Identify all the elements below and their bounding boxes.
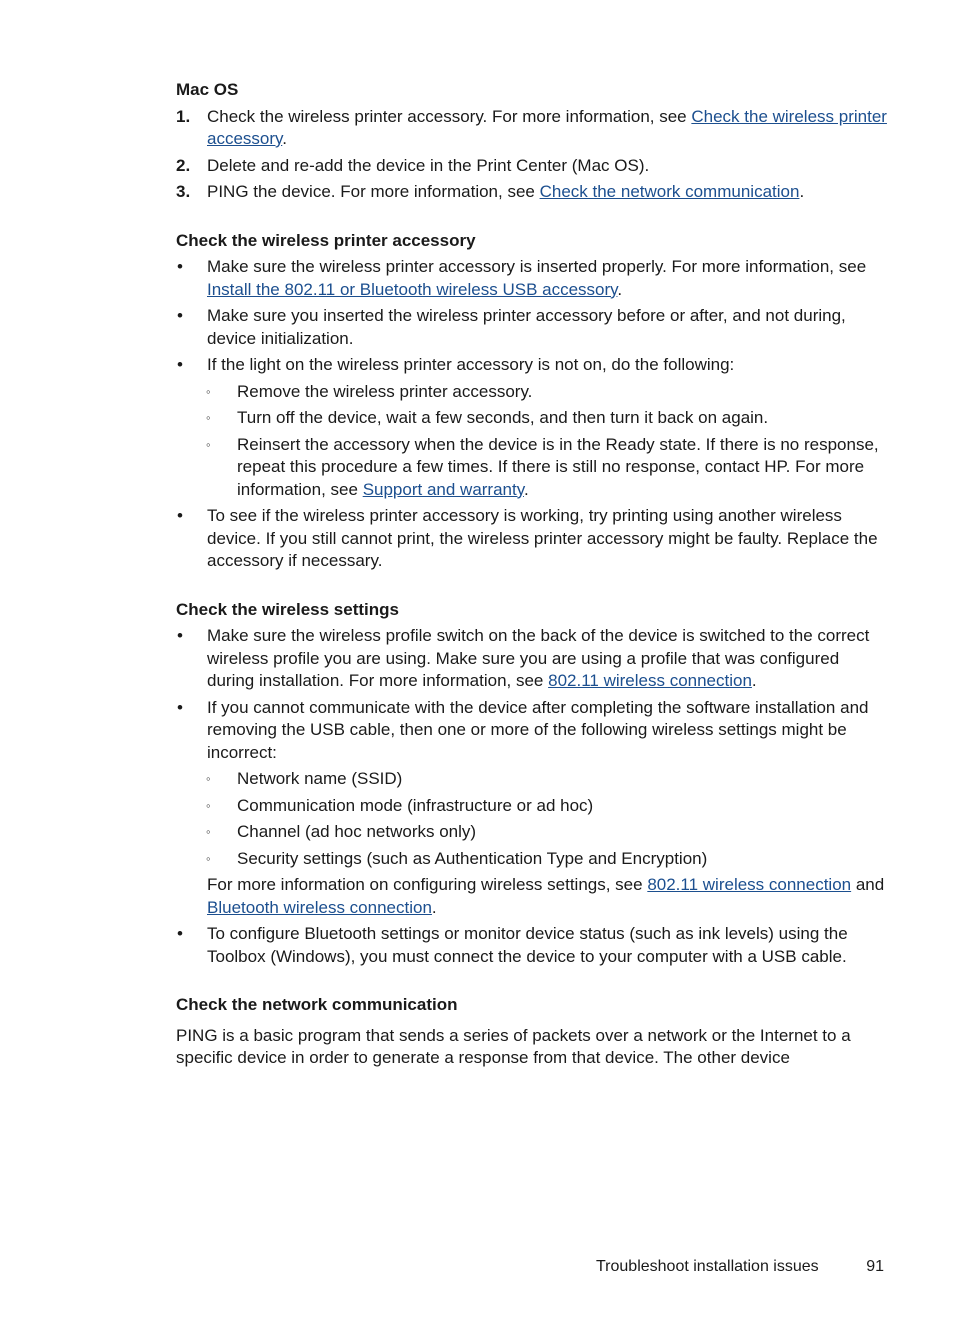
link-80211-connection-2[interactable]: 802.11 wireless connection (647, 875, 852, 894)
step-text: PING the device. For more information, see (207, 182, 540, 201)
sub-bullet-icon: ◦ (206, 410, 211, 425)
heading-network: Check the network communication (176, 995, 458, 1014)
link-bluetooth-connection[interactable]: Bluetooth wireless connection (207, 897, 432, 917)
punct: . (282, 129, 287, 148)
bullet-icon: • (177, 355, 183, 374)
item-text: Communication mode (infrastructure or ad hoc) (237, 795, 594, 815)
bullet-icon: • (177, 257, 183, 276)
bullet-icon: • (177, 626, 183, 645)
sub-bullet-icon: ◦ (206, 850, 211, 866)
sub-item (176, 381, 888, 404)
bullet-item (176, 505, 888, 573)
sub-item (176, 795, 888, 818)
item-text: Reinsert the accessory when the device is in the Ready state. If there is no response, repeat this procedure a few times. If there is still no response, contact HP. For more information, see (237, 434, 879, 499)
item-text: If you cannot communicate with the device after completing the software installation and removing the USB cable, then one or more of the following wireless settings might be incorrect: (207, 697, 869, 762)
note-text: and (851, 875, 885, 894)
heading-mac-os: Mac OS (176, 80, 239, 99)
step-number: 2. (176, 155, 191, 175)
bullet-item (176, 305, 888, 350)
page-number: 91 (866, 1258, 884, 1275)
section-accessory (176, 230, 888, 573)
section-network (176, 994, 888, 1070)
step-3 (176, 181, 888, 204)
settings-note (176, 874, 888, 919)
note-text: For more information on configuring wireless settings, see (207, 875, 648, 894)
sub-bullet-icon: ◦ (206, 824, 211, 839)
item-text: To see if the wireless printer accessory is working, try printing using another wireless device. If you still cannot print, the wireless printer accessory might be faulty. Replace the accessory if necessary. (207, 506, 878, 570)
bullet-item (176, 354, 888, 377)
sub-bullet-icon: ◦ (206, 436, 211, 452)
punct: . (617, 279, 623, 299)
bullet-item (176, 625, 888, 693)
network-paragraph: PING is a basic program that sends a series of packets over a network or the Internet to a specific device in order to generate a response from that device. The other device (176, 1025, 851, 1067)
item-text: Channel (ad hoc networks only) (237, 822, 477, 841)
link-support-warranty[interactable]: Support and warranty (362, 479, 524, 499)
bullet-item (176, 923, 888, 968)
bullet-icon: • (177, 697, 183, 717)
item-text: If the light on the wireless printer accessory is not on, do the following: (207, 355, 735, 374)
section-mac-os (176, 79, 888, 204)
link-80211-connection[interactable]: 802.11 wireless connection (548, 671, 752, 690)
section-wireless-settings (176, 599, 888, 969)
step-1 (176, 106, 888, 151)
sub-item (176, 434, 888, 502)
sub-item (176, 407, 888, 430)
sub-item (176, 768, 888, 791)
item-text: Make sure you inserted the wireless printer accessory before or after, and not during, device initialization. (207, 306, 846, 348)
link-check-accessory[interactable]: Check the wireless printer accessory (207, 106, 887, 148)
sub-item (176, 821, 888, 844)
step-2 (176, 155, 888, 178)
punct: . (523, 479, 529, 499)
punct: . (431, 897, 437, 917)
page-content (176, 79, 888, 1096)
item-text: To configure Bluetooth settings or monitor device status (such as ink levels) using the Toolbox (Windows), you must connect the device to your computer with a USB cable. (207, 924, 848, 966)
link-check-network[interactable]: Check the network communication (539, 182, 800, 201)
footer-title: Troubleshoot installation issues (596, 1258, 819, 1275)
step-text: Delete and re-add the device in the Print Center (Mac OS). (207, 155, 650, 175)
item-text: Make sure the wireless profile switch on the back of the device is switched to the correct wireless profile you are using. Make sure you are using a profile that was configured during installation. For more information, see (207, 626, 870, 690)
punct: . (799, 182, 805, 201)
item-text: Turn off the device, wait a few seconds, and then turn it back on again. (237, 408, 769, 427)
punct: . (751, 671, 757, 690)
bullet-icon: • (177, 306, 183, 325)
bullet-item (176, 256, 888, 301)
heading-accessory: Check the wireless printer accessory (176, 230, 476, 250)
item-text: Network name (SSID) (237, 769, 403, 788)
bullet-item (176, 697, 888, 765)
item-text: Security settings (such as Authentication Type and Encryption) (237, 848, 708, 868)
bullet-icon: • (177, 506, 183, 525)
heading-wireless-settings: Check the wireless settings (176, 599, 399, 619)
sub-item (176, 848, 888, 871)
step-number: 1. (176, 106, 191, 126)
sub-bullet-icon: ◦ (206, 771, 211, 786)
step-text: Check the wireless printer accessory. For more information, see (207, 106, 692, 126)
step-number: 3. (176, 182, 191, 201)
item-text: Remove the wireless printer accessory. (237, 381, 533, 401)
bullet-icon: • (177, 924, 183, 943)
sub-bullet-icon: ◦ (206, 797, 211, 813)
link-install-accessory[interactable]: Install the 802.11 or Bluetooth wireless USB accessory (207, 279, 618, 299)
item-text: Make sure the wireless printer accessory is inserted properly. For more information, see (207, 257, 867, 276)
sub-bullet-icon: ◦ (206, 383, 211, 399)
